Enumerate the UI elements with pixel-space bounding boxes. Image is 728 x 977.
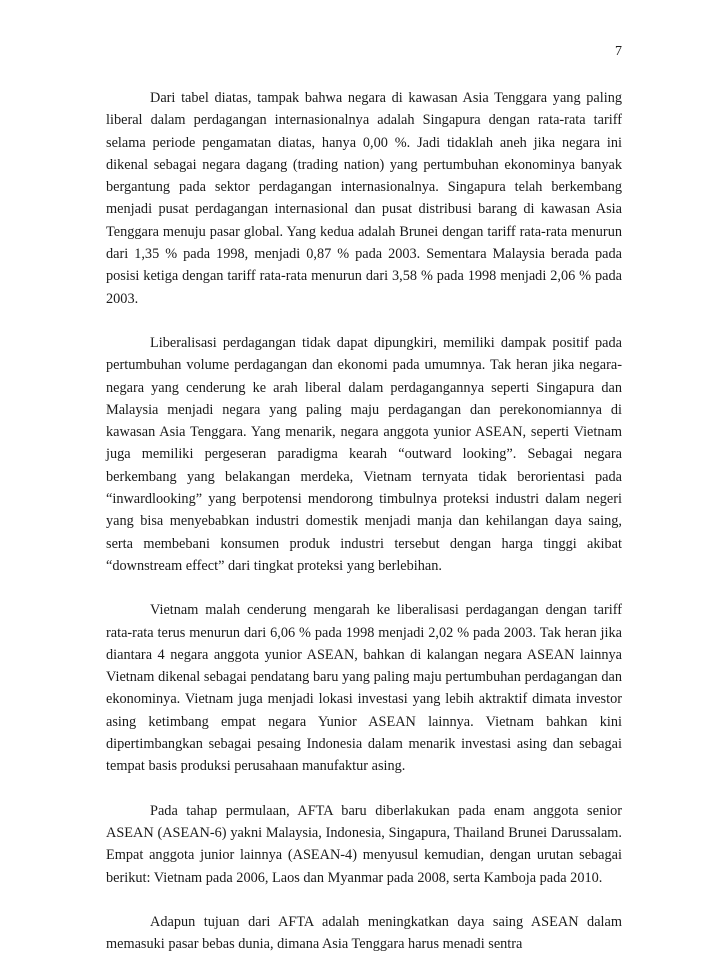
page-number: 7 xyxy=(615,44,622,59)
paragraph-4: Pada tahap permulaan, AFTA baru diberlakukan pada enam anggota senior ASEAN (ASEAN-6) yakni Malaysia, Indonesia, Singapura, Thailand Brunei Darussalam. Empat anggota junior lainnya (ASEAN-4) menyusul kemudian, dengan urutan sebagai berikut: Vietnam pada 2006, Laos dan Myanmar pada 2008, serta Kamboja pada 2010. xyxy=(106,802,622,886)
paragraph-2: Liberalisasi perdagangan tidak dapat dipungkiri, memiliki dampak positif pada pertumbuhan volume perdagangan dan ekonomi pada umumnya. Tak heran jika negara-negara yang cenderung ke arah liberal dalam perdagangannya seperti Singapura dan Malaysia menjadi negara yang paling maju perdagangan dan perekonomiannya di kawasan Asia Tenggara. Yang menarik, negara anggota yunior ASEAN, seperti Vietnam juga memiliki pergeseran paradigma kearah “outward looking”. Sebagai negara berkembang yang belakangan merdeka, Vietnam ternyata tidak berorientasi pada “inwardlooking” yang berpotensi mendorong timbulnya proteksi industri dalam negeri yang bisa menyebabkan industri domestik menjadi manja dan kehilangan daya saing, serta membebani konsumen produk industri tersebut dengan harga tinggi akibat “downstream effect” dari tingkat proteksi yang berlebihan. xyxy=(106,334,622,574)
paragraph-3: Vietnam malah cenderung mengarah ke liberalisasi perdagangan dengan tariff rata-rata terus menurun dari 6,06 % pada 1998 menjadi 2,02 % pada 2003. Tak heran jika diantara 4 negara anggota yunior ASEAN, bahkan di kalangan negara ASEAN lainnya Vietnam dikenal sebagai pendatang baru yang paling maju pertumbuhan perdagangan dan ekonominya. Vietnam juga menjadi lokasi investasi yang lebih aktraktif dimata investor asing ketimbang empat negara Yunior ASEAN lainnya. Vietnam bahkan kini dipertimbangkan sebagai pesaing Indonesia dalam menarik investasi asing dan sebagai tempat basis produksi perusahaan manufaktur asing. xyxy=(106,602,622,775)
body-text xyxy=(106,87,622,977)
paragraph-1: Dari tabel diatas, tampak bahwa negara di kawasan Asia Tenggara yang paling liberal dalam perdagangan internasionalnya adalah Singapura dengan rata-rata tariff selama periode pengamatan diatas, hanya 0,00 %. Jadi tidaklah aneh jika negara ini dikenal sebagai negara dagang (trading nation) yang pertumbuhan ekonominya banyak bergantung pada sektor perdagangan internasionalnya. Singapura telah berkembang menjadi pusat perdagangan internasional dan pusat distribusi barang di kawasan Asia Tenggara menuju pasar global. Yang kedua adalah Brunei dengan tariff rata-rata menurun dari 1,35 % pada 1998, menjadi 0,87 % pada 2003. Sementara Malaysia berada pada posisi ketiga dengan tariff rata-rata menurun dari 3,58 % pada 1998 menjadi 2,06 % pada 2003. xyxy=(106,90,622,307)
paragraph-5: Adapun tujuan dari AFTA adalah meningkatkan daya saing ASEAN dalam memasuki pasar bebas dunia, dimana Asia Tenggara harus menadi sentra xyxy=(106,913,622,953)
